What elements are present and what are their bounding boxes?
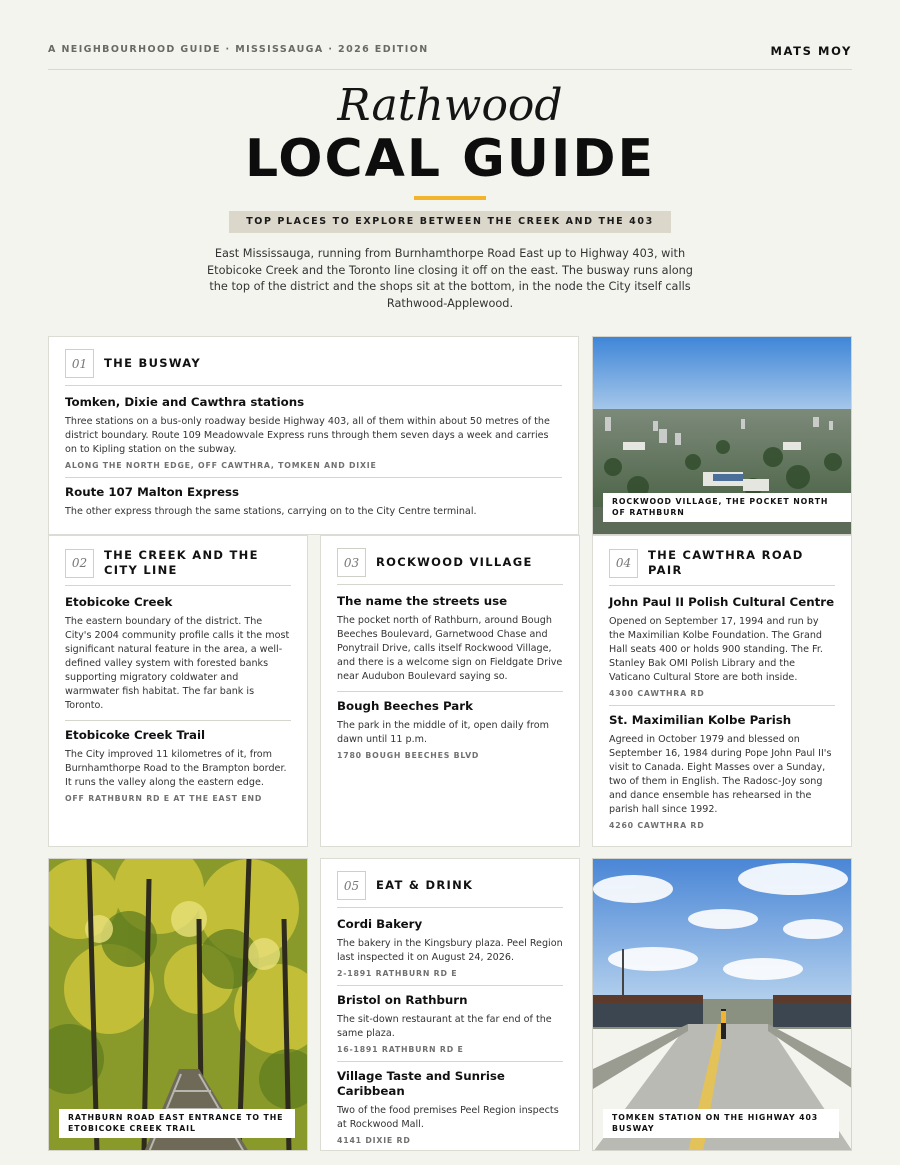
entry-text: The eastern boundary of the district. The City's 2004 community profile calls it the most significant natural feature in the area, a well-defined valley system with forested banks supporting migratory coldwater and warmwater fish habitat. The far bank is Toronto. [65,616,290,711]
entry-text: The other express through the same stations, carrying on to the City Centre terminal. [65,506,477,517]
entry-address: 4260 CAWTHRA RD [609,821,705,830]
entry-address: 4300 CAWTHRA RD [609,689,705,698]
section-header [65,349,562,386]
section-creek [48,535,308,847]
section-title: THE CAWTHRA ROAD PAIR [648,548,804,577]
entry-text: The sit-down restaurant at the far end of the same plaza. [337,1014,552,1039]
entry-title: Route 107 Malton Express [65,485,240,499]
list-item [65,720,291,810]
list-item [337,917,563,985]
accent-rule [414,196,486,200]
list-item [337,1061,563,1151]
entry-address: ALONG THE NORTH EDGE, OFF CAWTHRA, TOMKEN AND DIXIE [65,461,377,470]
entry-title: Bough Beeches Park [337,699,473,713]
entry-title: The name the streets use [337,594,508,608]
section-number: 05 [337,871,366,900]
entry-title: John Paul II Polish Cultural Centre [609,595,835,609]
section-header [337,548,563,585]
entry-text: Opened on September 17, 1994 and run by the Maximilian Kolbe Foundation. The Grand Hall seats 400 or holds 900 standing. The Fr. Stanley Bak OMI Polish Library and the Vaticano Cultural Store are both inside. [609,616,823,683]
entry-text: Agreed in October 1979 and blessed on September 16, 1984 during Pope John Paul II's visit to Canada. Eight Masses over a Sunday, two of them in English. The Radosc-Joy song and dance ensemble has rehearsed in the parish hall since 1992. [609,734,832,815]
entry-address: OFF RATHBURN RD E AT THE EAST END [65,794,263,803]
entry-text: Two of the food premises Peel Region inspects at Rockwood Mall. [337,1105,559,1130]
section-title: ROCKWOOD VILLAGE [376,555,533,569]
entry-address: 4141 DIXIE RD [337,1136,411,1145]
entry-address: 16-1891 RATHBURN RD E [337,1045,464,1054]
entry-title: Etobicoke Creek [65,595,173,609]
intro-paragraph: East Mississauga, running from Burnhamthorpe Road East up to Highway 403, with Etobicoke Creek and the Toronto line closing it off on the east. The busway runs along the top of the district and the shops sit at the bottom, in the node the City itself calls Rathwood-Applewood. [207,247,693,310]
section-number: 03 [337,548,366,577]
section-header [609,548,835,586]
section-number: 02 [65,549,94,578]
list-item [609,705,835,837]
entry-title: Bristol on Rathburn [337,993,468,1007]
section-header [337,871,563,908]
entry-title: Tomken, Dixie and Cawthra stations [65,395,305,409]
top-bar [48,44,852,70]
section-title: THE CREEK AND THE CITY LINE [104,548,259,577]
photo-caption: TOMKEN STATION ON THE HIGHWAY 403 BUSWAY [603,1109,839,1138]
entry-title: Etobicoke Creek Trail [65,728,206,742]
list-item [609,595,835,705]
subtitle-ribbon: TOP PLACES TO EXPLORE BETWEEN THE CREEK AND THE 403 [229,211,671,233]
guide-kicker: A NEIGHBOURHOOD GUIDE · MISSISSAUGA · 2026 EDITION [48,44,429,55]
list-item [337,594,563,691]
list-item [337,691,563,767]
section-title: THE BUSWAY [104,356,202,370]
forest-trail-image [49,859,308,1151]
section-number: 04 [609,549,638,578]
entry-title: Village Taste and Sunrise Caribbean [337,1069,505,1098]
entry-text: Three stations on a bus-only roadway beside Highway 403, all of them within about 50 metres of the district boundary. Route 109 Meadowvale Express runs through them seven days a week and carries on to Kipling station on the subway. [65,416,550,455]
author-name: MATS MOY [770,44,852,58]
entry-text: The pocket north of Rathburn, around Bough Beeches Boulevard, Garnetwood Chase and Ponytrail Drive, calls itself Rockwood Village, and there is a welcome sign on Fieldgate Drive near Audubon Boulevard saying so. [337,615,563,682]
entry-text: The park in the middle of it, open daily from dawn until 11 p.m. [337,720,549,745]
photo-caption: RATHBURN ROAD EAST ENTRANCE TO THE ETOBICOKE CREEK TRAIL [59,1109,295,1138]
photo-trail [48,858,308,1151]
section-cawthra [592,535,852,847]
section-eat-drink [320,858,580,1151]
list-item [337,985,563,1061]
title-script: Rathwood [337,80,563,131]
section-number: 01 [65,349,94,378]
entry-address: 2-1891 RATHBURN RD E [337,969,458,978]
entry-text: The bakery in the Kingsbury plaza. Peel Region last inspected it on August 24, 2026. [337,938,563,963]
section-busway [48,336,579,535]
photo-aerial [592,336,852,535]
section-header [65,548,291,586]
photo-station [592,858,852,1151]
busway-station-image [593,859,852,1151]
list-item [65,395,562,477]
list-item [65,477,562,526]
section-title: EAT & DRINK [376,878,474,892]
entry-text: The City improved 11 kilometres of it, from Burnhamthorpe Road to the Brampton border. It runs the valley along the eastern edge. [65,749,287,788]
photo-caption: ROCKWOOD VILLAGE, THE POCKET NORTH OF RATHBURN [603,493,851,522]
section-rockwood [320,535,580,847]
entry-address: 1780 BOUGH BEECHES BLVD [337,751,480,760]
list-item [65,595,291,720]
page-title: LOCAL GUIDE [244,129,656,189]
entry-title: St. Maximilian Kolbe Parish [609,713,792,727]
entry-title: Cordi Bakery [337,917,423,931]
